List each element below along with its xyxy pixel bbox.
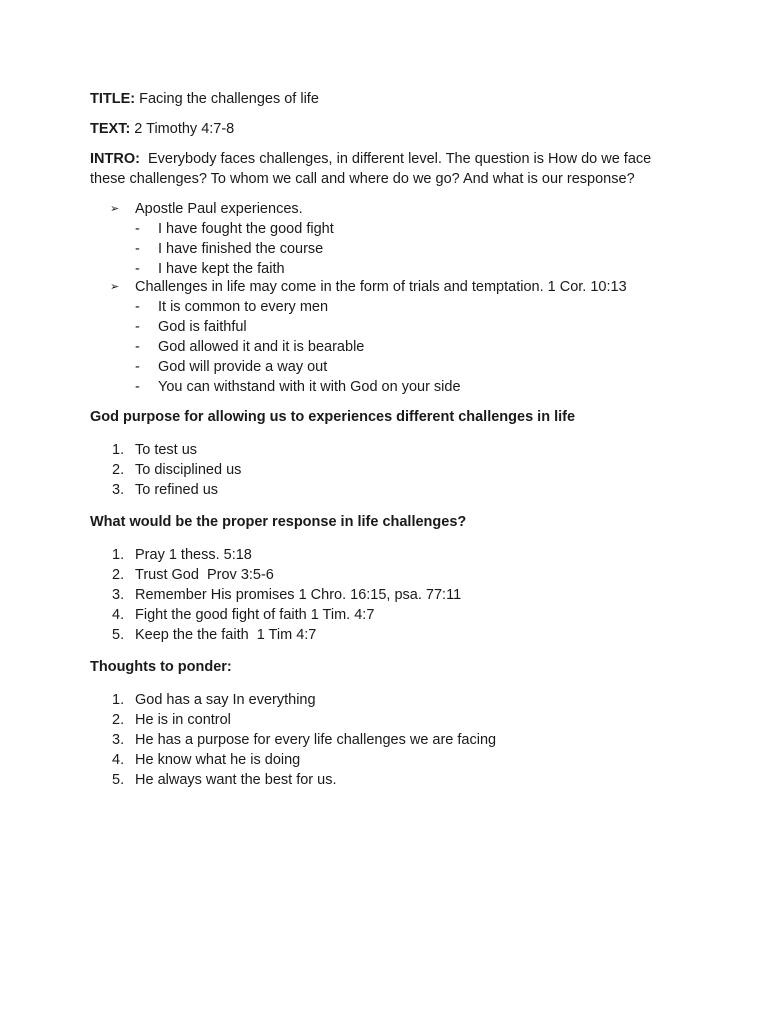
item-number: 5.: [112, 772, 125, 788]
list-item: [90, 480, 690, 500]
arrow-bullet-icon: ➢: [110, 281, 120, 293]
key-point: [90, 199, 690, 279]
item-number: 2.: [112, 712, 125, 728]
dash-bullet: -: [135, 339, 140, 355]
sub-point-text: God is faithful: [158, 319, 247, 335]
item-number: 4.: [112, 752, 125, 768]
key-point: [90, 277, 690, 397]
sub-point-text: God allowed it and it is bearable: [158, 339, 365, 355]
sub-point: [135, 219, 690, 239]
sub-point: [135, 357, 690, 377]
list-item: [90, 710, 690, 730]
item-number: 1.: [112, 547, 125, 563]
arrow-bullet-icon: ➢: [110, 203, 120, 215]
title-line: [90, 89, 690, 109]
item-text: To disciplined us: [135, 462, 242, 478]
thoughts-list: [90, 690, 690, 790]
list-item: [90, 605, 690, 625]
item-number: 2.: [112, 567, 125, 583]
item-number: 1.: [112, 692, 125, 708]
dash-bullet: -: [135, 241, 140, 257]
list-item: [90, 690, 690, 710]
list-item: [90, 460, 690, 480]
item-text: Trust God Prov 3:5-6: [135, 567, 274, 583]
key-points-list: [90, 199, 690, 397]
sub-point: [135, 337, 690, 357]
dash-bullet: -: [135, 261, 140, 277]
sub-point: [135, 239, 690, 259]
dash-bullet: -: [135, 379, 140, 395]
item-text: To refined us: [135, 482, 219, 498]
item-number: 4.: [112, 607, 125, 623]
item-number: 3.: [112, 587, 125, 603]
dash-bullet: -: [135, 221, 140, 237]
dash-bullet: -: [135, 299, 140, 315]
list-item: [90, 750, 690, 770]
text-value: 2 Timothy 4:7-8: [130, 121, 235, 137]
item-text: Remember His promises 1 Chro. 16:15, psa. 77:11: [135, 587, 462, 603]
list-item: [90, 625, 690, 645]
item-text: He know what he is doing: [135, 752, 301, 768]
list-item: [90, 585, 690, 605]
item-text: Pray 1 thess. 5:18: [135, 547, 252, 563]
sub-point: [135, 259, 690, 279]
thoughts-heading: Thoughts to ponder:: [90, 659, 232, 675]
sub-point: [135, 377, 690, 397]
response-heading: What would be the proper response in life challenges?: [90, 514, 467, 530]
title-value: Facing the challenges of life: [135, 91, 319, 107]
item-number: 1.: [112, 442, 125, 458]
key-point-text: Challenges in life may come in the form of trials and temptation. 1 Cor. 10:13: [135, 279, 627, 295]
sub-point-text: I have finished the course: [158, 241, 324, 257]
item-text: God has a say In everything: [135, 692, 316, 708]
purpose-list: [90, 440, 690, 500]
response-list: [90, 545, 690, 645]
sub-point-text: I have fought the good fight: [158, 221, 334, 237]
sub-point: [135, 317, 690, 337]
intro-paragraph: [90, 149, 690, 189]
item-text: Fight the good fight of faith 1 Tim. 4:7: [135, 607, 375, 623]
key-point-text: Apostle Paul experiences.: [135, 201, 303, 217]
title-label: TITLE:: [90, 91, 136, 107]
item-text: He has a purpose for every life challenges we are facing: [135, 732, 497, 748]
sub-point-text: God will provide a way out: [158, 359, 328, 375]
item-text: He is in control: [135, 712, 231, 728]
sub-point-list: [135, 219, 690, 279]
text-label: TEXT:: [90, 121, 131, 137]
text-line: [90, 119, 690, 139]
list-item: [90, 770, 690, 790]
sub-point-text: You can withstand with it with God on your side: [158, 379, 461, 395]
item-text: To test us: [135, 442, 198, 458]
item-text: He always want the best for us.: [135, 772, 337, 788]
list-item: [90, 440, 690, 460]
list-item: [90, 565, 690, 585]
intro-value: Everybody faces challenges, in different level. The question is How do we face these challenges? To whom we call and where do we go? And what is our response?: [90, 151, 656, 187]
list-item: [90, 545, 690, 565]
dash-bullet: -: [135, 319, 140, 335]
item-number: 3.: [112, 482, 125, 498]
sub-point-list: [135, 297, 690, 397]
item-number: 2.: [112, 462, 125, 478]
sub-point-text: I have kept the faith: [158, 261, 285, 277]
purpose-heading: God purpose for allowing us to experiences different challenges in life: [90, 409, 576, 425]
dash-bullet: -: [135, 359, 140, 375]
sub-point: [135, 297, 690, 317]
document-page: [90, 89, 690, 802]
list-item: [90, 730, 690, 750]
item-number: 3.: [112, 732, 125, 748]
item-number: 5.: [112, 627, 125, 643]
intro-label: INTRO:: [90, 151, 140, 167]
item-text: Keep the the faith 1 Tim 4:7: [135, 627, 317, 643]
sub-point-text: It is common to every men: [158, 299, 329, 315]
